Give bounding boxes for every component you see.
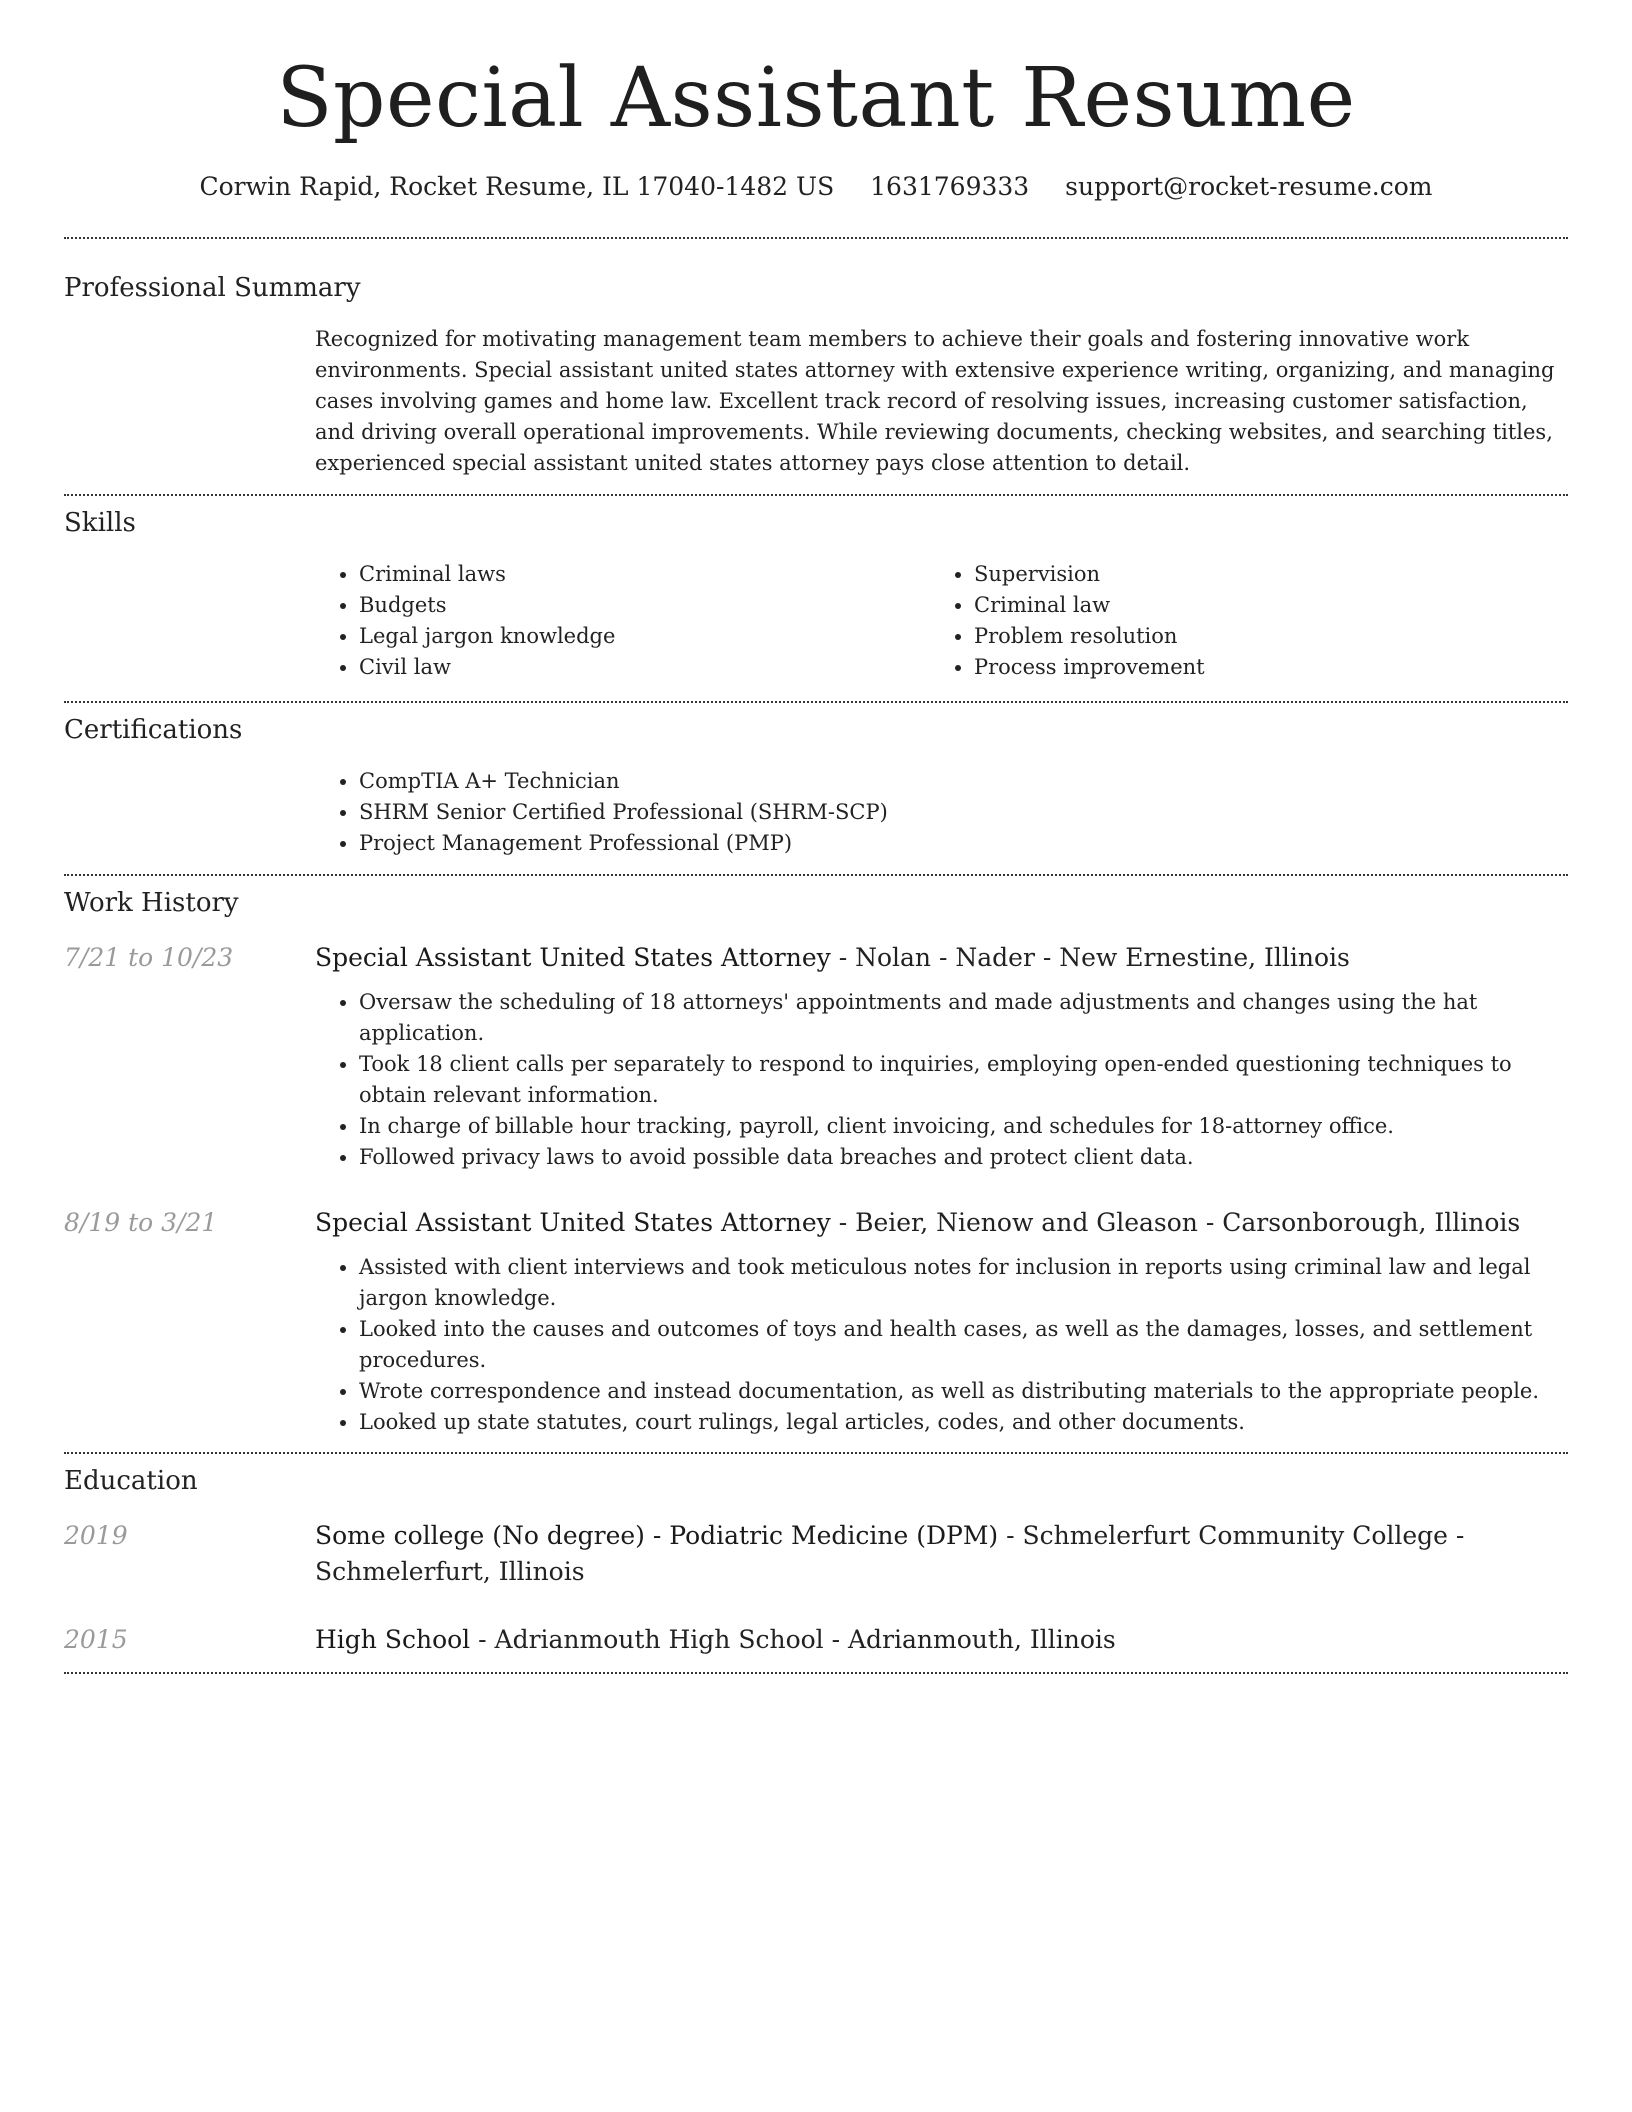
job-bullet: • Followed privacy laws to avoid possible data breaches and protect client data.: [359, 1142, 1568, 1173]
education-school: - Schmelerfurt Community College - Schmelerfurt, Illinois: [315, 1521, 1465, 1586]
education-degree: Some college (No degree) - Podiatric Medicine (DPM): [315, 1521, 999, 1550]
contact-email: support@rocket-resume.com: [1065, 172, 1433, 201]
certification-item: • SHRM Senior Certified Professional (SHRM-SCP): [359, 797, 1568, 828]
job-entry: [64, 1205, 1568, 1438]
job-dates: 7/21 to 10/23: [64, 943, 234, 972]
education-degree: High School: [315, 1625, 471, 1654]
job-bullet: • Looked up state statutes, court rulings, legal articles, codes, and other documents.: [359, 1407, 1568, 1438]
skills-column-left: [315, 559, 930, 683]
education-year: 2015: [64, 1625, 128, 1654]
job-details: - Beier, Nienow and Gleason - Carsonborough, Illinois: [830, 1208, 1521, 1237]
contact-address: Corwin Rapid, Rocket Resume, IL 17040-1482 US: [199, 172, 835, 201]
job-title: Special Assistant United States Attorney: [315, 943, 831, 972]
job-bullet: • Wrote correspondence and instead documentation, as well as distributing materials to the appropriate people.: [359, 1376, 1568, 1407]
job-entry: [64, 940, 1568, 1173]
job-body: [315, 940, 1568, 1173]
skill-item: • Legal jargon knowledge: [359, 621, 930, 652]
section-professional-summary: [64, 239, 1568, 479]
section-certifications: [64, 703, 1568, 859]
skills-column-right: [930, 559, 1568, 683]
section-work-history: [64, 876, 1568, 1438]
job-title: Special Assistant United States Attorney: [315, 1208, 831, 1237]
skill-item: • Process improvement: [974, 652, 1568, 683]
contact-phone: 1631769333: [870, 172, 1030, 201]
skills-list: [315, 559, 1568, 683]
education-entry: [64, 1518, 1568, 1590]
certification-item: • CompTIA A+ Technician: [359, 766, 1568, 797]
certifications-list: [315, 766, 1568, 859]
job-bullets: [315, 987, 1568, 1173]
job-body: [315, 1205, 1568, 1438]
job-bullets: [315, 1252, 1568, 1438]
education-heading: [315, 1518, 1568, 1590]
education-year: 2019: [64, 1521, 128, 1550]
education-heading: [315, 1622, 1568, 1658]
section-heading: Professional Summary: [64, 273, 361, 303]
job-bullet: • In charge of billable hour tracking, payroll, client invoicing, and schedules for 18-attorney office.: [359, 1111, 1568, 1142]
section-heading: Certifications: [64, 715, 243, 745]
section-heading: Skills: [64, 508, 136, 538]
skill-item: • Budgets: [359, 590, 930, 621]
section-skills: [64, 496, 1568, 683]
job-bullet: • Assisted with client interviews and took meticulous notes for inclusion in reports using criminal law and legal jargon knowledge.: [359, 1252, 1568, 1314]
section-heading: Education: [64, 1466, 198, 1496]
section-heading: Work History: [64, 888, 239, 918]
summary-text: Recognized for motivating management team members to achieve their goals and fostering innovative work environments. Special assistant united states attorney with extensive experience writing, organizing, and managing cases involving games and home law. Excellent track record of resolving issues, increasing customer satisfaction, and driving overall operational improvements. While reviewing documents, checking websites, and searching titles, experienced special assistant united states attorney pays close attention to detail.: [315, 327, 1555, 475]
certification-item: • Project Management Professional (PMP): [359, 828, 1568, 859]
skill-item: • Criminal law: [974, 590, 1568, 621]
skill-item: • Problem resolution: [974, 621, 1568, 652]
job-dates: 8/19 to 3/21: [64, 1208, 218, 1237]
job-bullet: • Took 18 client calls per separately to respond to inquiries, employing open-ended questioning techniques to obtain relevant information.: [359, 1049, 1568, 1111]
job-bullet: • Oversaw the scheduling of 18 attorneys' appointments and made adjustments and changes using the hat application.: [359, 987, 1568, 1049]
education-school: - Adrianmouth High School - Adrianmouth, Illinois: [470, 1625, 1116, 1654]
job-heading: [315, 1205, 1568, 1241]
job-heading: [315, 940, 1568, 976]
skill-item: • Criminal laws: [359, 559, 930, 590]
education-entry: [64, 1622, 1568, 1658]
job-details: - Nolan - Nader - New Ernestine, Illinois: [830, 943, 1350, 972]
skill-item: • Supervision: [974, 559, 1568, 590]
resume-title: Special Assistant Resume: [276, 51, 1356, 146]
contact-line: [64, 170, 1568, 204]
divider: [64, 1672, 1568, 1674]
section-education: [64, 1454, 1568, 1658]
job-bullet: • Looked into the causes and outcomes of toys and health cases, as well as the damages, losses, and settlement procedures.: [359, 1314, 1568, 1376]
skill-item: • Civil law: [359, 652, 930, 683]
